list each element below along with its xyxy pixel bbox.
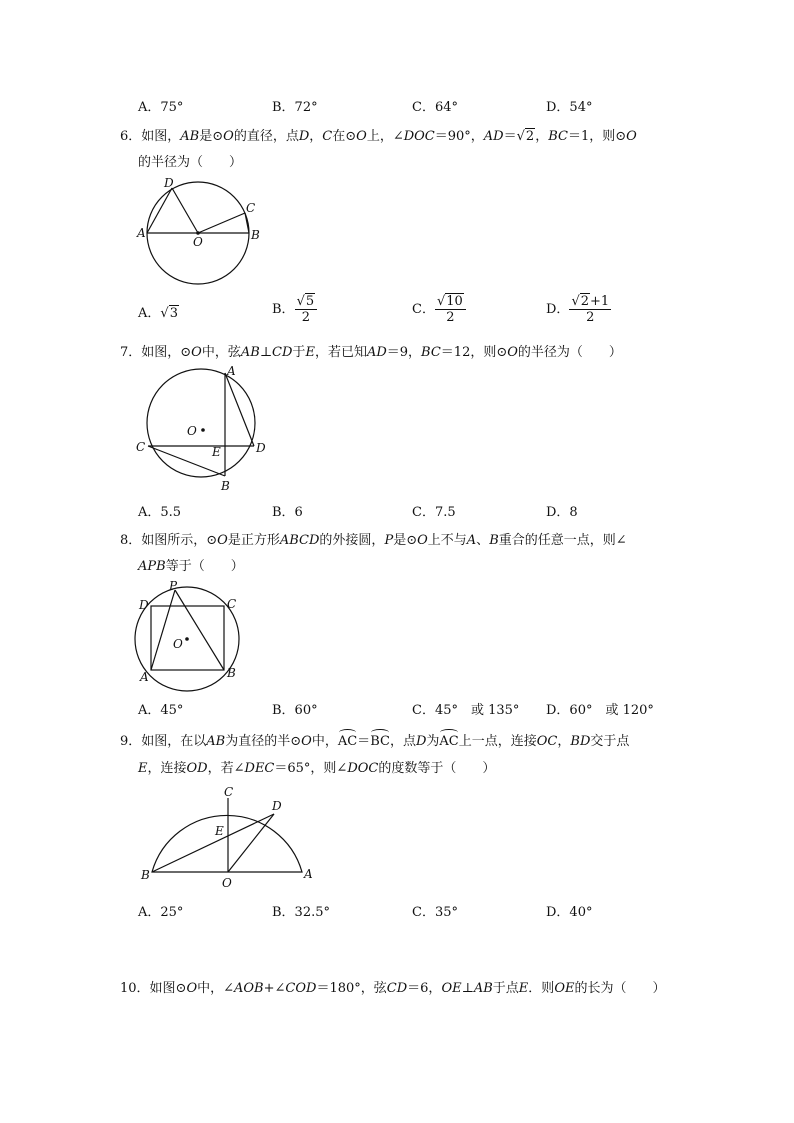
q8-label-a: A <box>140 670 149 684</box>
q9-stem-line1: 9．如图，在以AB为直径的半⊙O中，AC＝BC，点D为AC上一点，连接OC，BD交于点 <box>120 734 630 749</box>
q7-segment-ad <box>225 373 254 446</box>
q7-label-b: B <box>221 479 230 493</box>
q9-option-c[interactable]: C．35° <box>412 905 458 920</box>
q8-stem-line2: APB等于（ ） <box>138 559 244 574</box>
q7-label-e: E <box>212 445 221 459</box>
q6-label-a: A <box>137 226 146 240</box>
q6-label-d: D <box>164 176 174 190</box>
q8-stem-line1: 8．如图所示，⊙O是正方形ABCD的外接圆，P是⊙O上不与A、B重合的任意一点，则∠ <box>120 533 627 548</box>
q9-label-e: E <box>215 824 224 838</box>
q8-figure <box>130 575 255 695</box>
q10-stem: 10．如图⊙O中，∠AOB+∠COD＝180°，弦CD＝6，OE⊥AB于点E．则OE的长为（ ） <box>120 981 666 996</box>
q9-figure <box>138 783 318 893</box>
q8-center-dot <box>185 637 189 641</box>
q8-option-c[interactable]: C．45° 或 135° <box>412 703 520 718</box>
q7-label-d: D <box>256 441 266 455</box>
q7-option-b[interactable]: B．6 <box>272 505 303 520</box>
q6-stem-line2: 的半径为（ ） <box>138 155 243 170</box>
q9-label-a: A <box>304 867 313 881</box>
q6-label-b: B <box>251 228 260 242</box>
q6-segment-do <box>172 188 198 233</box>
q6-segment-oc <box>198 213 245 233</box>
q8-label-p: P <box>169 579 178 593</box>
q6-option-b[interactable]: B． $\frac{√5}{2}$ <box>272 294 317 325</box>
q8-label-c: C <box>227 597 237 611</box>
q9-semicircle <box>152 815 302 872</box>
q9-segment-od <box>228 814 274 872</box>
q9-stem-line2: E，连接OD，若∠DEC＝65°，则∠DOC的度数等于（ ） <box>138 761 496 776</box>
q7-stem: 7．如图，⊙O中，弦AB⊥CD于E，若已知AD＝9，BC＝12，则⊙O的半径为（ ） <box>120 345 622 360</box>
q8-segment-pb <box>175 590 224 670</box>
q7-center-dot <box>201 428 205 432</box>
q6-stem-line1: 6．如图，AB是⊙O的直径，点D，C在⊙O上，∠DOC＝90°，AD＝√2，BC＝1，则⊙O <box>120 129 637 144</box>
q6-options <box>138 294 698 332</box>
q9-option-a[interactable]: A．25° <box>138 905 184 920</box>
q5-option-b[interactable]: B．72° <box>272 100 318 115</box>
q6-option-c[interactable]: C． $\frac{√10}{2}$ <box>412 294 466 325</box>
q7-option-a[interactable]: A．5.5 <box>138 505 182 520</box>
q8-label-b: B <box>227 666 236 680</box>
q7-label-c: C <box>136 440 146 454</box>
q6-figure <box>137 170 270 290</box>
q8-option-b[interactable]: B．60° <box>272 703 318 718</box>
q5-option-c[interactable]: C．64° <box>412 100 458 115</box>
q7-figure <box>135 362 275 497</box>
q6-option-d[interactable]: D． $\frac{√2+1}{2}$ <box>546 294 610 325</box>
q9-label-c: C <box>224 785 234 799</box>
q7-circle <box>147 369 255 477</box>
q8-label-d: D <box>139 598 149 612</box>
q6-label-o: O <box>193 235 203 249</box>
q7-option-c[interactable]: C．7.5 <box>412 505 456 520</box>
q8-option-a[interactable]: A．45° <box>138 703 184 718</box>
q9-options <box>138 901 698 919</box>
q8-segment-pa <box>151 590 175 670</box>
q6-chord-ad <box>147 188 172 233</box>
q5-option-a[interactable]: A．75° <box>138 100 184 115</box>
q8-options <box>138 699 698 717</box>
q7-label-a: A <box>227 364 236 378</box>
q9-label-b: B <box>141 868 150 882</box>
q9-label-o: O <box>222 876 232 890</box>
q9-segment-bd <box>152 814 274 872</box>
q9-option-b[interactable]: B．32.5° <box>272 905 330 920</box>
q7-label-o: O <box>187 424 197 438</box>
q5-option-d[interactable]: D．54° <box>546 100 593 115</box>
q9-label-d: D <box>272 799 282 813</box>
q6-label-c: C <box>246 201 256 215</box>
q8-label-o: O <box>173 637 183 651</box>
q7-option-d[interactable]: D．8 <box>546 505 578 520</box>
q5-options <box>138 96 698 114</box>
q7-options <box>138 501 698 519</box>
q8-option-d[interactable]: D．60° 或 120° <box>546 703 654 718</box>
q9-option-d[interactable]: D．40° <box>546 905 593 920</box>
q6-option-a[interactable]: A．√3 <box>138 306 178 321</box>
